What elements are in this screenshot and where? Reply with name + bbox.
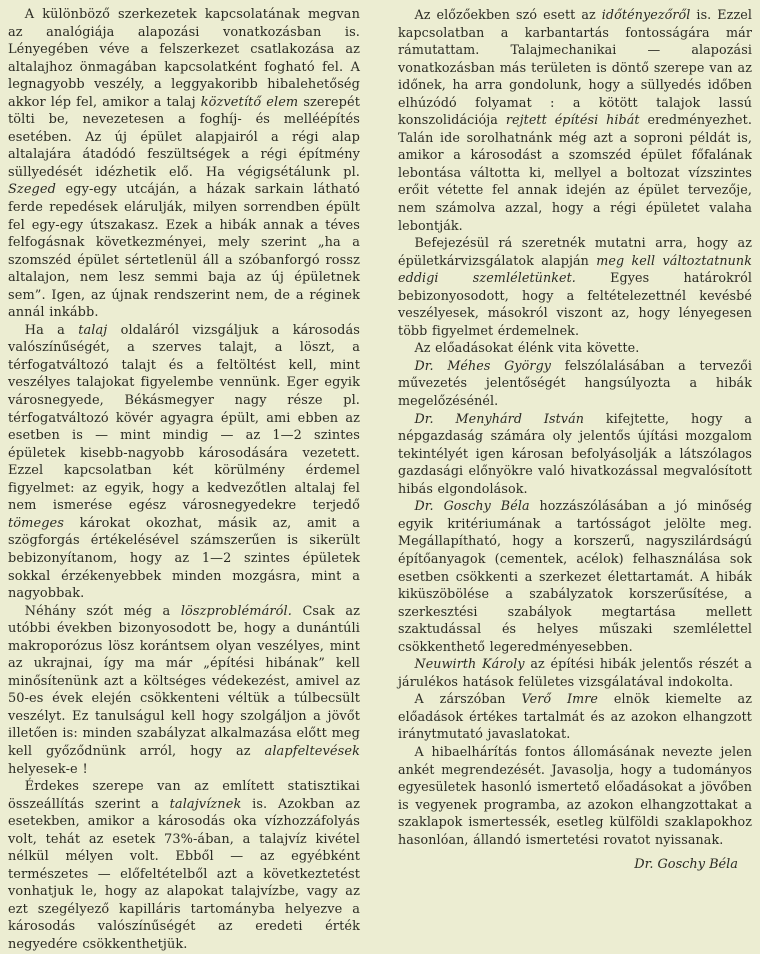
text-run: Néhány szót még a bbox=[24, 603, 181, 619]
left_column-paragraph bbox=[8, 322, 360, 603]
italic-text: talajvíznek bbox=[169, 796, 242, 812]
text-run: felszólalásában a tervezői művezetés jelentőségét hangsúlyozta a hibák megelőzésénél. bbox=[398, 357, 752, 409]
right_column-paragraph bbox=[398, 234, 752, 339]
right_column-paragraph bbox=[398, 743, 752, 848]
text-run: Egyes határokról bebizonyosodott, hogy a feltételezettnél kevésbé veszélyesek, másokról viszont az, hogy lényegesen több figyelmet érdemelnek. bbox=[398, 270, 753, 338]
right_column-paragraph bbox=[398, 6, 752, 234]
right_column-paragraph bbox=[398, 497, 752, 655]
text-run: egy-egy utcáján, a házak sarkain látható ferde repedések elárulják, milyen sorrendben épült fel egy-egy útszakasz. Ezek a hibák annak a téves felfogásnak következményei, mely szerint „ha a szomszéd épület sértetlenül áll a szóbanforgó rossz altalajon, nem lesz semmi baja az új épületnek sem”. Igen, az újnak rendszerint nem, de a réginek annál inkább. bbox=[8, 182, 360, 321]
right_column-paragraph bbox=[398, 410, 752, 498]
text-run: oldaláról vizsgáljuk a károsodás valószínűségét, a szerves talajt, a löszt, a térfogatváltozó talajt és a feltöltést kell, mint veszélyes talajokat figyelembe vennünk. Eger egyik városnegyede, Békásmegyer nagy része pl. térfogatváltozó kövér agyagra épült, ami ebben az esetben is — mint mindig — az 1—2 szintes épületek kisebb-nagyobb károsodására vezetett. Ezzel kapcsolatban két körülmény érdemel figyelmet: az egyik, hogy a kedvezőtlen altalaj fel nem ismerése egész városnegyedekre terjedő bbox=[8, 322, 360, 514]
italic-text: löszproblémáról. bbox=[180, 603, 292, 619]
left-column bbox=[8, 6, 360, 954]
right_column-paragraph bbox=[398, 655, 752, 690]
italic-text: időtényezőről bbox=[601, 7, 691, 22]
italic-text: alapfeltevések bbox=[264, 743, 360, 759]
text-run: Az előzőekben szó esett az bbox=[414, 7, 602, 22]
italic-text: közvetítő elem bbox=[200, 94, 299, 110]
text-run: is. Azokban az esetekben, amikor a károsodás oka vízhozzáfolyás volt, tehát az esetek 73%-ában, a talajvíz kivétel nélkül mélyen volt. Ebből — az egyébként természetes — előfeltételből azt a következtetést vonhatjuk le, hogy az alapokat talajvízbe, vagy az ezt szegélyező kapilláris tartományba helyezve a károsodás valószínűségét az eredeti érték negyedére csökkenthetjük. bbox=[8, 796, 360, 952]
text-run: Ha a bbox=[24, 322, 79, 338]
text-run: eredményezhet. Talán ide sorolhatnánk még azt a soproni példát is, amikor a károsodást a szomszéd épület főfalának lebontása váltotta ki, mellyel a boltozat vízszintes erőit vétette fel annak idején az épület tervezője, nem számolva azzal, hogy a régi épületet valaha lebontják. bbox=[398, 112, 752, 233]
text-run: károkat okozhat, másik az, amit a szögforgás értékelésével számszerűen is sikerült bebizonyítanom, hogy az 1—2 szintes épületek sokkal érzékenyebbek minden mozgásra, mint a nagyobbak. bbox=[8, 515, 360, 602]
italic-text: talaj bbox=[78, 322, 108, 338]
text-run: helyesek-e ! bbox=[8, 761, 88, 777]
text-run: Befejezésül rá szeretnék mutatni arra, hogy az épületkárvizsgálatok alapján bbox=[398, 235, 752, 268]
text-run: Csak az utóbbi években bizonyosodott be, hogy a dunántúli makroporózus lösz korántsem olyan veszélyes, mint az ukrajnai, így ma már „építési hibának” kell minősítenünk azt a költséges védekezést, amivel az 50-es évek elején csökkenteni véltük a túlbecsült veszélyt. Ez tanulságul kell hogy szolgáljon a jövőt illetően is: minden szabályzat alkalmazása előtt meg kell győződnünk arról, hogy az bbox=[8, 603, 360, 759]
italic-text: rejtett építési hibát bbox=[505, 112, 640, 128]
text-run: szerepét tölti be, nevezetesen a foghíj- és melléépítés esetében. Az új épület alapjairól a régi alap altalajára átadódó feszültségek a régi építmény süllyedését idézhetik elő. Ha végigsétálunk pl. bbox=[8, 94, 361, 180]
italic-text: meg kell változtatnunk eddigi szemléletünket. bbox=[398, 252, 752, 286]
left_column-paragraph bbox=[8, 603, 360, 778]
italic-text: Verő Imre bbox=[521, 691, 599, 707]
text-run: A hibaelhárítás fontos állomásának nevezte jelen ankét megrendezését. Javasolja, hogy a tudományos egyesületek hasonló ismertető előadásokat a jövőben is vegyenek programba, az azokon elhangzottakat a szaklapok ismertessék, esetleg külföldi szaklapokhoz hasonlóan, állandó ismertetési rovatot nyissanak. bbox=[398, 743, 752, 847]
right_column-paragraph bbox=[398, 690, 752, 743]
italic-text: Dr. Menyhárd István bbox=[414, 410, 585, 426]
left_column-paragraph bbox=[8, 6, 360, 322]
text-run: Az előadásokat élénk vita követte. bbox=[414, 340, 640, 356]
text-run: elnök kiemelte az előadások értékes tartalmát és az azokon elhangzott iránytmutató javaslatokat. bbox=[398, 691, 752, 742]
text-run: az építési hibák jelentős részét a járulékos hatások felületes vizsgálatával indokolta. bbox=[398, 656, 752, 689]
left_column-paragraph bbox=[8, 778, 360, 953]
right-column-paragraphs bbox=[398, 6, 752, 848]
italic-text: Szeged bbox=[8, 182, 56, 198]
text-run: is. Ezzel kapcsolatban a karbantartás fontosságára már rámutattam. Talajmechanikai — alapozási vonatkozásban más területen is döntő szerepe van az időnek, ha arra gondolunk, hogy a süllyedés időben elhúzódó folyamat : a kötött talajok lassú konszolidációja bbox=[398, 7, 752, 128]
text-run: A különböző szerkezetek kapcsolatának megvan az analógiája alapozási vonatkozásban is. Lényegében véve a felszerkezet csatlakozása az altalajhoz önmagában kapcsolatként fogható fel. A legnagyobb veszély, a leggyakoribb hibalehetőség akkor lép fel, amikor a talaj bbox=[8, 7, 360, 110]
author-signature: Dr. Goschy Béla bbox=[634, 857, 738, 873]
text-run: A zárszóban bbox=[414, 691, 522, 707]
text-run: hozzászólásában a jó minőség egyik kritériumának a tartósságot jelölte meg. Megállapítható, hogy a korszerű, nagyszilárdságú építőanyagok (cementek, acélok) felhasználása sok esetben csökkenti a szerkezet élettartamát. A hibák kiküszöbölése a szabályzatok korszerűsítése, a szerkesztési szabályok megtartása mellett szaktudással és helyes műszaki szemlélettel csökkenthető legeredményesebben. bbox=[398, 498, 753, 654]
italic-text: Neuwirth Károly bbox=[414, 656, 525, 672]
italic-text: Dr. Goschy Béla bbox=[414, 498, 530, 514]
right_column-paragraph bbox=[398, 357, 752, 410]
italic-text: Dr. Méhes György bbox=[414, 357, 552, 373]
italic-text: tömeges bbox=[8, 515, 64, 531]
right-column bbox=[398, 6, 752, 874]
right_column-paragraph bbox=[398, 339, 752, 357]
text-run: Érdekes szerepe van az említett statisztikai összeállítás szerint a bbox=[8, 779, 360, 812]
text-run: kifejtette, hogy a népgazdaság számára oly jelentős újítási mozgalom tekintélyét igen károsan befolyásolják a látszólagos gazdasági előnyökre való hivatkozással megvalósított hibás elgondolások. bbox=[398, 410, 752, 496]
